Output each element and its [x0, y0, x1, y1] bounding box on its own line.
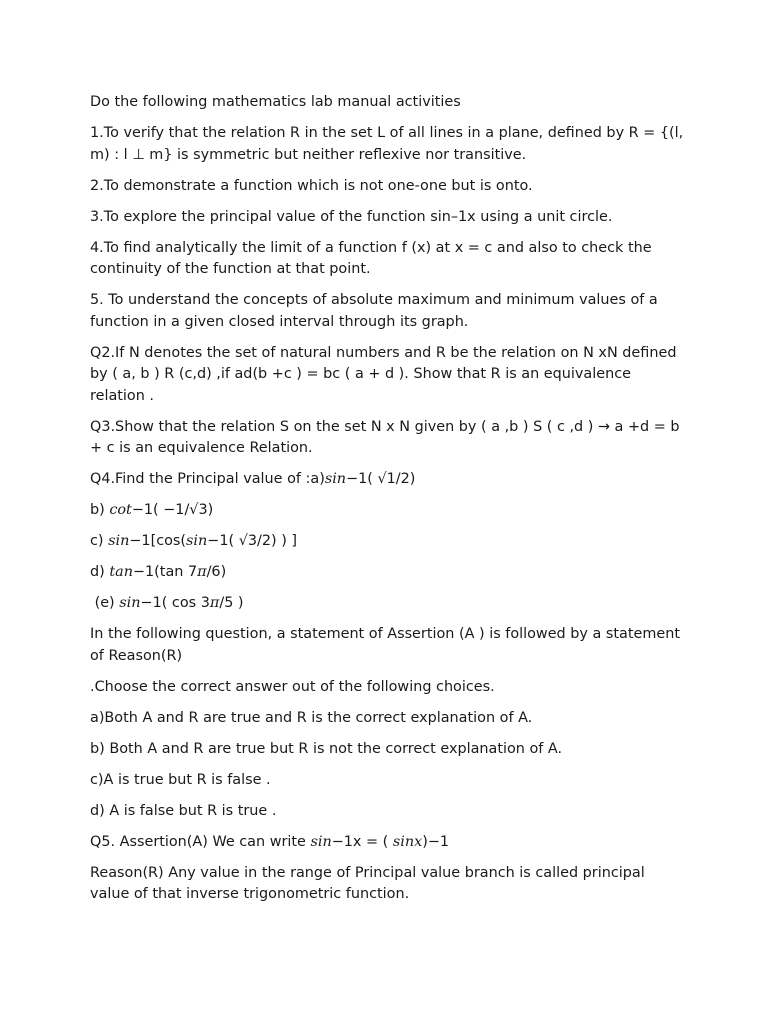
text-segment: 5. To understand the concepts of absolute maximum and minimum values of a function in a given closed interval through its graph.	[90, 292, 663, 330]
paragraph-activity-5	[90, 290, 685, 333]
text-segment: In the following question, a statement of Assertion (A ) is followed by a statement of Reason(R)	[90, 626, 685, 664]
paragraph-q2	[90, 343, 685, 408]
paragraph-choice-d	[90, 801, 685, 823]
text-segment: −1( √3/2) ) ]	[207, 533, 298, 549]
text-segment: −1[cos(	[129, 533, 187, 549]
paragraph-activity-3	[90, 207, 685, 229]
math-symbol: sin	[324, 471, 347, 487]
text-segment: −1(tan 7	[132, 564, 198, 580]
text-segment: (e)	[90, 595, 120, 611]
paragraph-choose	[90, 677, 685, 699]
text-segment: /5 )	[219, 595, 244, 611]
paragraph-activity-4	[90, 238, 685, 281]
paragraph-q4c	[90, 531, 685, 553]
text-segment: c)	[90, 533, 109, 549]
paragraph-choice-c	[90, 770, 685, 792]
text-segment: Reason(R) Any value in the range of Principal value branch is called principal value of that inverse trigonometric function.	[90, 864, 650, 902]
math-symbol: sin	[310, 833, 332, 850]
text-segment: −1( −1/√3)	[131, 502, 214, 518]
math-symbol: sin	[108, 533, 130, 549]
paragraph-activity-1	[90, 123, 688, 166]
document-page	[90, 92, 688, 915]
paragraph-q5-reason	[90, 863, 685, 906]
paragraph-choice-b	[90, 739, 685, 761]
text-segment: d)	[90, 564, 110, 580]
text-segment: )−1	[422, 833, 450, 850]
paragraph-q3	[90, 417, 685, 460]
text-segment: b)	[90, 502, 110, 518]
paragraph-intro	[90, 92, 685, 114]
text-segment: b) Both A and R are true but R is not the correct explanation of A.	[90, 740, 563, 757]
paragraph-q5-assertion	[90, 832, 685, 854]
paragraph-q4b	[90, 500, 685, 522]
text-segment: Q4.Find the Principal value of :a)	[90, 471, 325, 487]
math-symbol: sin	[119, 595, 141, 611]
math-symbol: π	[197, 564, 207, 580]
paragraph-choice-a	[90, 708, 685, 730]
text-segment: 3.To explore the principal value of the function sin–1x using a unit circle.	[90, 208, 613, 225]
math-symbol: sin	[186, 533, 208, 549]
text-segment: a)Both A and R are true and R is the correct explanation of A.	[90, 709, 533, 726]
paragraph-q4e	[90, 593, 685, 615]
text-segment: d) A is false but R is true .	[90, 802, 277, 819]
text-segment: 4.To find analytically the limit of a function f (x) at x = c and also to check the continuity of the function at that point.	[90, 239, 657, 277]
math-symbol: sinx	[392, 833, 423, 850]
text-segment: 1.To verify that the relation R in the set L of all lines in a plane, defined by R = {(l, m) : l ⊥ m} is symmetric but neither reflexive nor transitive.	[90, 125, 688, 163]
text-segment: 2.To demonstrate a function which is not one-one but is onto.	[90, 177, 533, 194]
text-segment: c)A is true but R is false .	[90, 771, 271, 788]
paragraph-q4a	[90, 469, 685, 491]
text-segment: −1x = (	[331, 833, 393, 850]
text-segment: Q3.Show that the relation S on the set N x N given by ( a ,b ) S ( c ,d ) → a +d = b + c is an equivalence Relation.	[90, 418, 685, 456]
text-segment: Q5. Assertion(A) We can write	[90, 833, 311, 850]
math-symbol: cot	[109, 502, 132, 518]
math-symbol: tan	[109, 564, 133, 580]
paragraph-activity-2	[90, 176, 685, 198]
paragraph-q4d	[90, 562, 685, 584]
text-segment: −1( √1/2)	[346, 471, 416, 487]
text-segment: −1( cos 3	[140, 595, 210, 611]
text-segment: /6)	[206, 564, 227, 580]
text-segment: Q2.If N denotes the set of natural numbers and R be the relation on N xN defined by ( a, b ) R (c,d) ,if ad(b +c ) = bc ( a + d ). Show that R is an equivalence relation .	[90, 344, 682, 404]
text-segment: .Choose the correct answer out of the following choices.	[90, 678, 495, 695]
text-segment: Do the following mathematics lab manual activities	[90, 94, 461, 110]
math-symbol: π	[209, 595, 220, 611]
paragraph-assertion-intro	[90, 624, 685, 667]
